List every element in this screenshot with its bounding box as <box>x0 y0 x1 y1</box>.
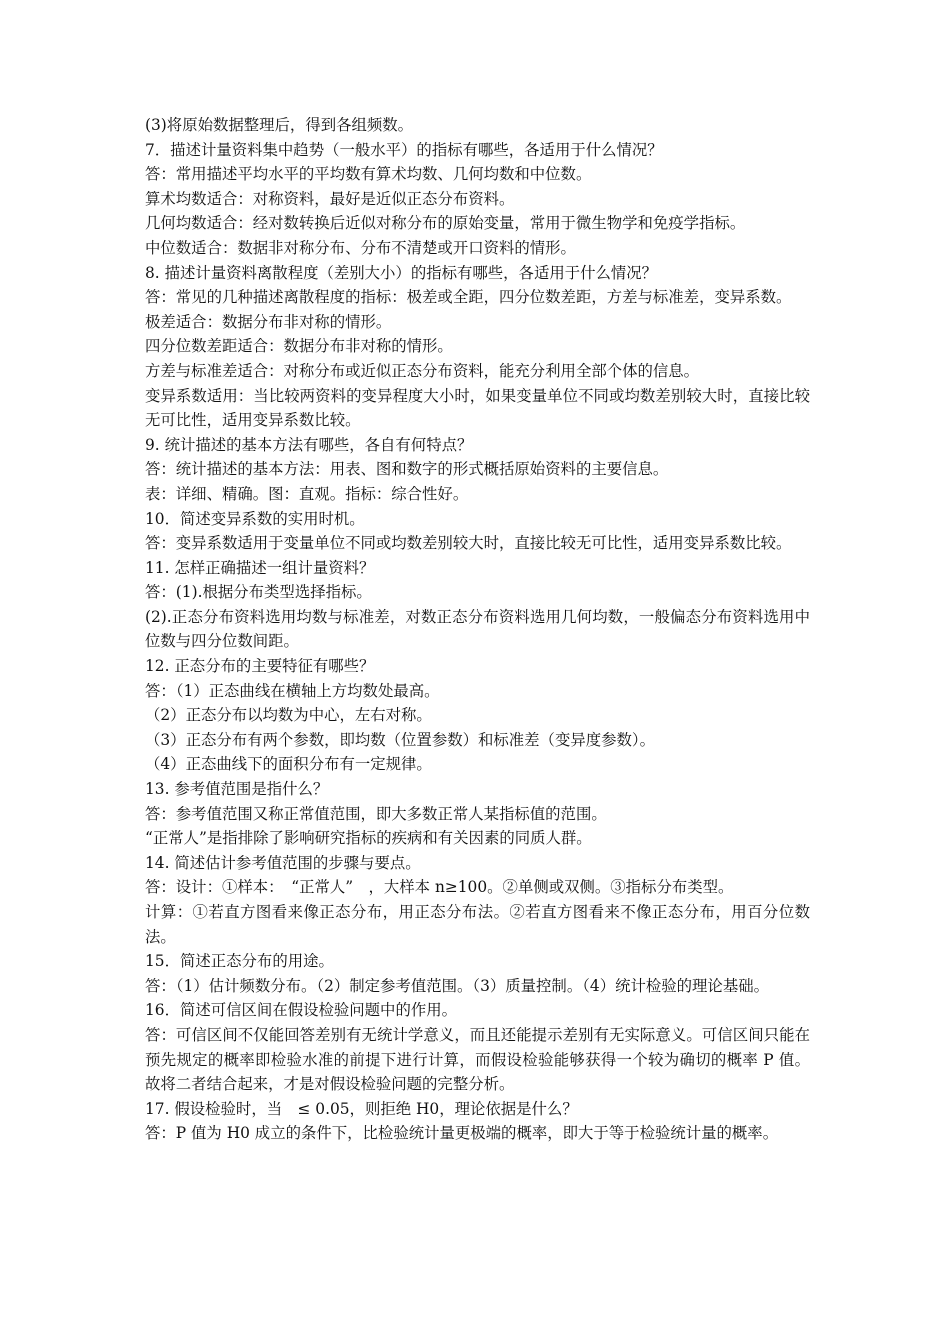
paragraph-line: 方差与标准差适合：对称分布或近似正态分布资料，能充分利用全部个体的信息。 <box>145 361 700 380</box>
document-body <box>145 113 810 1146</box>
answer-13: 答：参考值范围又称正常值范围，即大多数正常人某指标值的范围。 <box>145 804 607 823</box>
question-15: 15．简述正态分布的用途。 <box>145 952 334 971</box>
paragraph-line: 变异系数适用：当比较两资料的变异程度大小时，如果变量单位不同或均数差别较大时，直接比较 无可比性，适用变异系数比较。 <box>145 386 810 430</box>
answer-7: 答：常用描述平均水平的平均数有算术均数、几何均数和中位数。 <box>145 165 592 184</box>
answer-10: 答：变异系数适用于变量单位不同或均数差别较大时，直接比较无可比性，适用变异系数比较。 <box>145 534 792 553</box>
question-13: 13. 参考值范围是指什么？ <box>145 780 329 799</box>
paragraph-line: 算术均数适合：对称资料，最好是近似正态分布资料。 <box>145 189 515 208</box>
answer-11: 答：(1).根据分布类型选择指标。 <box>145 583 372 602</box>
paragraph-line: 表：详细、精确。图：直观。指标：综合性好。 <box>145 484 469 503</box>
paragraph-line: 计算：①若直方图看来像正态分布，用正态分布法。②若直方图看来不像正态分布，用百分位数法。 <box>145 903 810 946</box>
paragraph-line: 极差适合：数据分布非对称的情形。 <box>145 312 392 331</box>
question-11: 11. 怎样正确描述一组计量资料？ <box>145 558 375 577</box>
answer-14: 答：设计：①样本： “正常人” ，大样本 n≥100。②单侧或双侧。③指标分布类型。 <box>145 878 734 897</box>
paragraph-line: (3)将原始数据整理后，得到各组频数。 <box>145 116 414 134</box>
question-16: 16．简述可信区间在假设检验问题中的作用。 <box>145 1001 458 1020</box>
answer-8: 答：常见的几种描述离散程度的指标：极差或全距，四分位数差距，方差与标准差，变异系数。 <box>145 288 792 307</box>
paragraph-line: （2）正态分布以均数为中心，左右对称。 <box>145 706 432 725</box>
question-14: 14. 简述估计参考值范围的步骤与要点。 <box>145 853 421 872</box>
paragraph-line: (2).正态分布资料选用均数与标准差，对数正态分布资料选用几何均数，一般偏态分布资料选用中位数与四分位数间距。 <box>145 607 810 651</box>
question-8: 8. 描述计量资料离散程度（差别大小）的指标有哪些，各适用于什么情况？ <box>145 263 658 282</box>
question-17: 17. 假设检验时，当 ≤ 0.05，则拒绝 H0，理论依据是什么？ <box>145 1099 578 1118</box>
question-10: 10．简述变异系数的实用时机。 <box>145 509 365 528</box>
answer-12: 答：（1）正态曲线在横轴上方均数处最高。 <box>145 681 440 700</box>
paragraph-line: 几何均数适合：经对数转换后近似对称分布的原始变量，常用于微生物学和免疫学指标。 <box>145 214 746 233</box>
paragraph-line: “正常人”是指排除了影响研究指标的疾病和有关因素的同质人群。 <box>145 829 592 848</box>
paragraph-line: 中位数适合：数据非对称分布、分布不清楚或开口资料的情形。 <box>145 238 576 257</box>
answer-9: 答：统计描述的基本方法：用表、图和数字的形式概括原始资料的主要信息。 <box>145 460 669 479</box>
question-7: 7．描述计量资料集中趋势（一般水平）的指标有哪些，各适用于什么情况？ <box>145 140 663 159</box>
answer-17: 答：P 值为 H0 成立的条件下，比检验统计量更极端的概率，即大于等于检验统计量的概率。 <box>145 1124 779 1143</box>
paragraph-line: （3）正态分布有两个参数，即均数（位置参数）和标准差（变异度参数）。 <box>145 730 655 749</box>
question-12: 12. 正态分布的主要特征有哪些？ <box>145 657 375 676</box>
answer-15: 答：（1）估计频数分布。（2）制定参考值范围。（3）质量控制。（4）统计检验的理论基础。 <box>145 976 769 995</box>
paragraph-line: （4）正态曲线下的面积分布有一定规律。 <box>145 755 432 774</box>
question-9: 9. 统计描述的基本方法有哪些，各自有何特点？ <box>145 435 473 454</box>
answer-16: 答：可信区间不仅能回答差别有无统计学意义，而且还能提示差别有无实际意义。可信区间只能在预先规定的概率即检验水准的前提下进行计算，而假设检验能够获得一个较为确切的概率 P 值。故将二者结合起来，才是对假设检验问题的完整分析。 <box>145 1025 810 1094</box>
paragraph-line: 四分位数差距适合：数据分布非对称的情形。 <box>145 337 453 356</box>
